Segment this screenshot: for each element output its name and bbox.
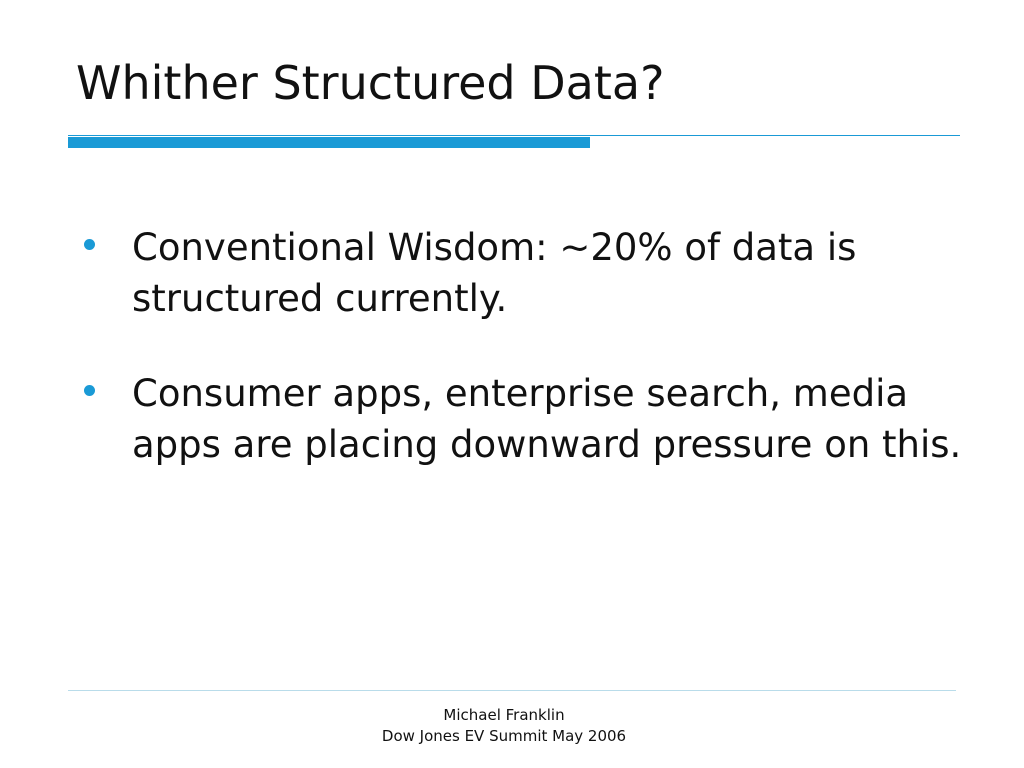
slide-title: Whither Structured Data? [76, 56, 665, 110]
footer-divider [68, 690, 956, 691]
title-underline-thin [68, 135, 960, 136]
title-underline-thick [68, 137, 590, 148]
footer [0, 705, 1008, 747]
bullet-item [84, 222, 964, 324]
bullet-dot-icon [84, 239, 95, 250]
footer-author: Michael Franklin [443, 706, 565, 724]
bullet-dot-icon [84, 385, 95, 396]
bullet-item [84, 368, 964, 470]
bullet-text: Consumer apps, enterprise search, media apps are placing downward pressure on this. [132, 372, 962, 466]
bullet-text: Conventional Wisdom: ~20% of data is structured currently. [132, 226, 857, 320]
footer-event: Dow Jones EV Summit May 2006 [381, 727, 627, 745]
bullet-list [84, 222, 964, 514]
